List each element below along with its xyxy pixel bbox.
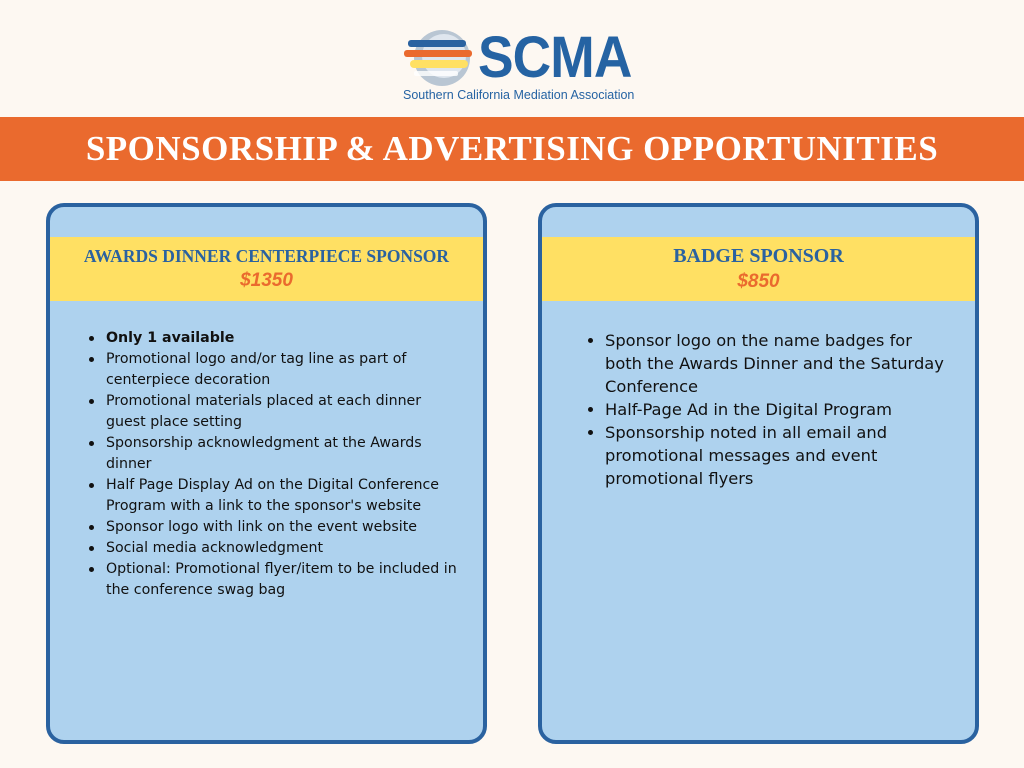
scma-logo bbox=[400, 25, 635, 106]
title-banner bbox=[0, 117, 1024, 181]
list-item: Promotional materials placed at each dinner guest place setting bbox=[88, 391, 465, 433]
list-item: Sponsorship noted in all email and promotional messages and event promotional flyers bbox=[587, 421, 945, 490]
globe-stripes-logo-icon bbox=[400, 26, 480, 90]
list-item: Sponsor logo on the name badges for both the Awards Dinner and the Saturday Conference bbox=[587, 329, 945, 398]
list-item: Half-Page Ad in the Digital Program bbox=[587, 398, 945, 421]
logo-wordmark: SCMA bbox=[478, 25, 632, 90]
page-title: SPONSORSHIP & ADVERTISING OPPORTUNITIES bbox=[85, 129, 939, 168]
card-header bbox=[50, 237, 483, 301]
list-item: Sponsor logo with link on the event website bbox=[88, 517, 465, 538]
card-title: AWARDS DINNER CENTERPIECE SPONSOR bbox=[83, 246, 450, 266]
sponsor-card-badge bbox=[538, 203, 979, 744]
logo-tagline: Southern California Mediation Association bbox=[403, 88, 635, 102]
list-item: Sponsorship acknowledgment at the Awards dinner bbox=[88, 433, 465, 475]
sponsor-card-awards-dinner bbox=[46, 203, 487, 744]
card-price: $1350 bbox=[240, 270, 293, 291]
list-item: Only 1 available bbox=[88, 328, 465, 349]
benefit-list bbox=[88, 328, 465, 601]
benefit-list bbox=[587, 329, 945, 490]
card-title: BADGE SPONSOR bbox=[673, 245, 844, 267]
list-item: Optional: Promotional flyer/item to be included in the conference swag bag bbox=[88, 559, 465, 601]
card-price: $850 bbox=[737, 271, 780, 292]
card-header bbox=[542, 237, 975, 301]
list-item: Promotional logo and/or tag line as part of centerpiece decoration bbox=[88, 349, 465, 391]
list-item: Half Page Display Ad on the Digital Conference Program with a link to the sponsor's website bbox=[88, 475, 465, 517]
list-item: Social media acknowledgment bbox=[88, 538, 465, 559]
